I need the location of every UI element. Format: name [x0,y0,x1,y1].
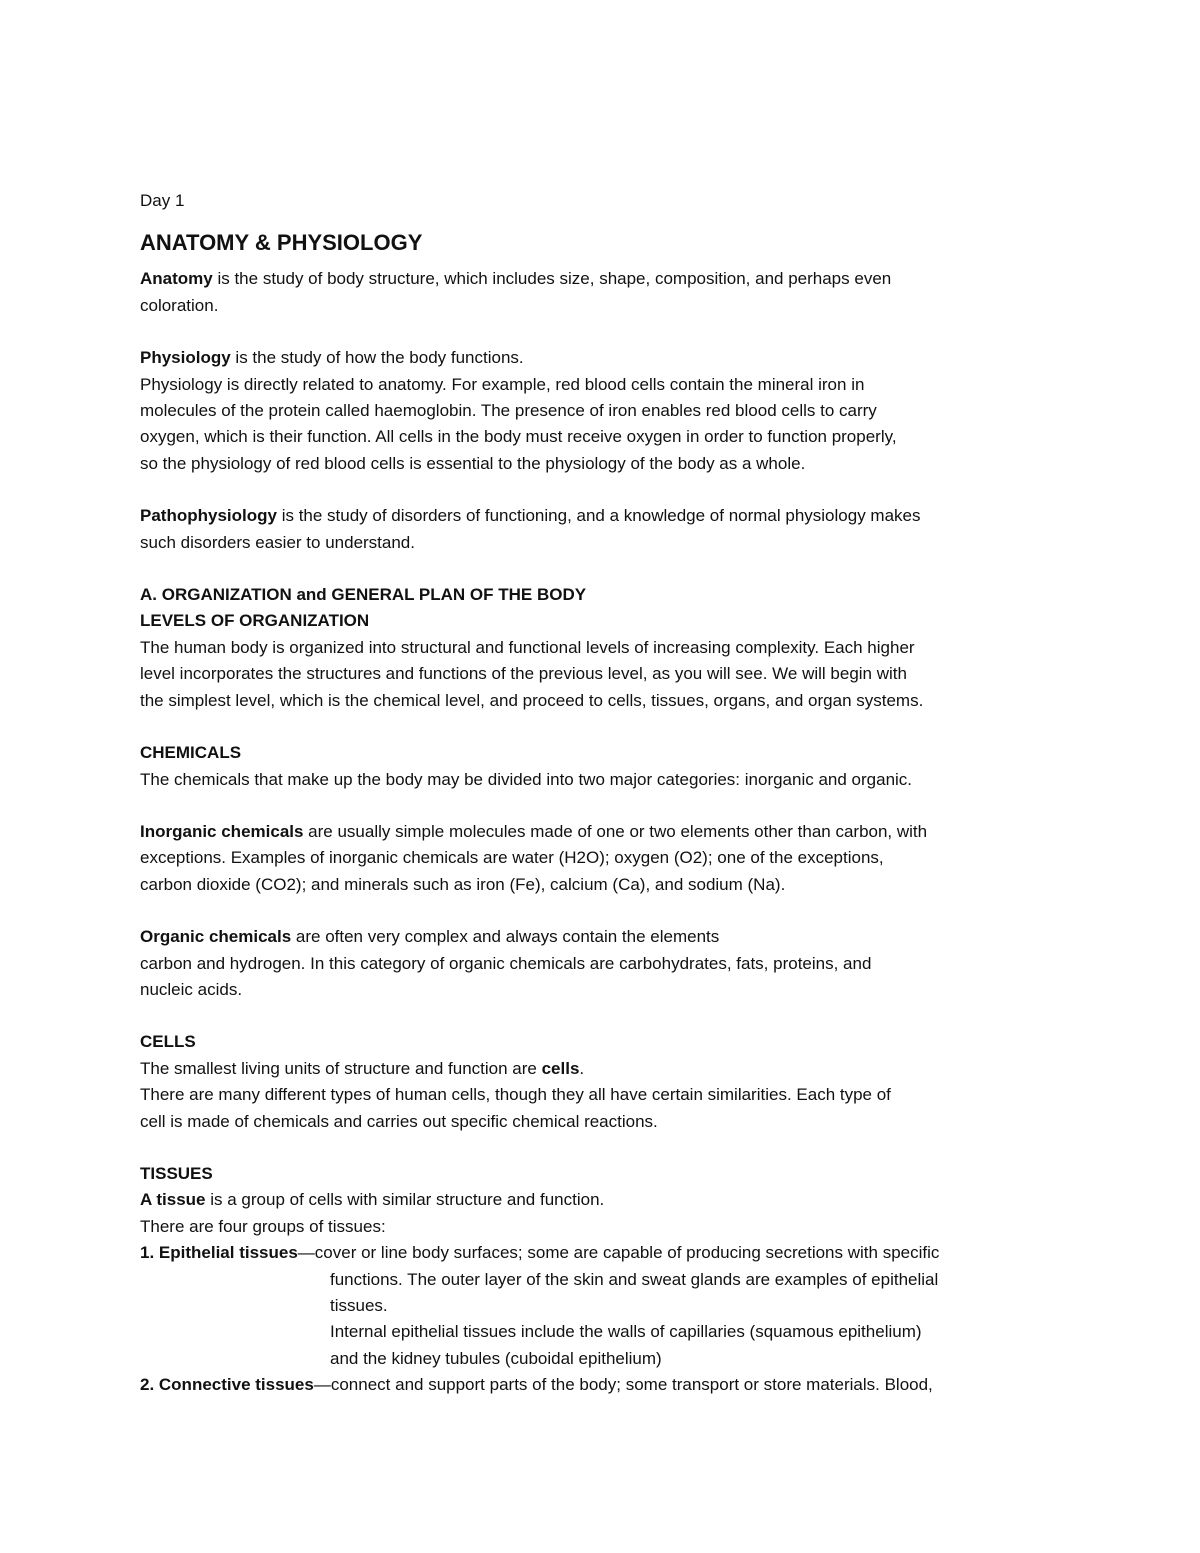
cells-definition: The smallest living units of structure and function are cells. [140,1058,585,1078]
inorganic-definition: Inorganic chemicals are usually simple molecules made of one or two elements other than carbon, with [140,821,928,841]
inorganic-paragraph-line: carbon dioxide (CO2); and minerals such as iron (Fe), calcium (Ca), and sodium (Na). [140,874,786,894]
epithelial-item-line: Internal epithelial tissues include the walls of capillaries (squamous epithelium) [330,1322,922,1342]
tissue-definition: A tissue is a group of cells with similar structure and function. [140,1190,605,1210]
document-page [140,188,1100,1399]
epithelial-item-line: tissues. [330,1296,388,1315]
epithelial-item-line: and the kidney tubules (cuboidal epithelium) [330,1348,662,1368]
pathophysiology-definition-cont: such disorders easier to understand. [140,532,415,552]
physiology-paragraph-line: molecules of the protein called haemoglobin. The presence of iron enables red blood cells to carry [140,401,877,421]
document-title: ANATOMY & PHYSIOLOGY [140,230,423,256]
organization-paragraph-line: the simplest level, which is the chemical level, and proceed to cells, tissues, organs, and organ systems. [140,690,924,710]
levels-of-organization-heading: LEVELS OF ORGANIZATION [140,611,370,631]
organization-paragraph-line: The human body is organized into structural and functional levels of increasing complexity. Each higher [140,637,915,657]
connective-term: 2. Connective tissues [140,1375,314,1395]
organic-paragraph-line: nucleic acids. [140,979,243,999]
cells-paragraph-line: There are many different types of human cells, though they all have certain similarities. Each type of [140,1085,891,1105]
pathophysiology-definition: Pathophysiology is the study of disorders of functioning, and a knowledge of normal physiology makes [140,506,921,526]
physiology-paragraph-line: Physiology is directly related to anatomy. For example, red blood cells contain the mineral iron in [140,374,865,394]
epithelial-item: 1. Epithelial tissues—cover or line body surfaces; some are capable of producing secretions with specific [140,1243,940,1263]
organization-paragraph-line: level incorporates the structures and functions of the previous level, as you will see. We will begin with [140,664,907,684]
tissue-groups-intro: There are four groups of tissues: [140,1216,386,1236]
cells-paragraph-line: cell is made of chemicals and carries out specific chemical reactions. [140,1111,658,1131]
connective-item: 2. Connective tissues—connect and support parts of the body; some transport or store materials. Blood, [140,1375,933,1395]
tissues-heading: TISSUES [140,1163,213,1183]
chemicals-heading: CHEMICALS [140,743,242,763]
section-a-heading: A. ORGANIZATION and GENERAL PLAN OF THE BODY [140,585,587,605]
inorganic-paragraph-line: exceptions. Examples of inorganic chemicals are water (H2O); oxygen (O2); one of the exceptions, [140,848,884,868]
anatomy-definition-cont: coloration. [140,295,219,315]
day-label: Day 1 [140,191,185,210]
organic-paragraph-line: carbon and hydrogen. In this category of organic chemicals are carbohydrates, fats, proteins, and [140,953,872,973]
anatomy-definition: Anatomy is the study of body structure, which includes size, shape, composition, and perhaps even [140,269,892,289]
physiology-term: Physiology [140,348,231,368]
chemicals-paragraph: The chemicals that make up the body may be divided into two major categories: inorganic and organic. [140,769,913,789]
physiology-paragraph-line: oxygen, which is their function. All cells in the body must receive oxygen in order to function properly, [140,427,897,447]
organic-term: Organic chemicals [140,927,292,947]
physiology-definition: Physiology is the study of how the body functions. [140,348,524,368]
inorganic-term: Inorganic chemicals [140,821,304,841]
cells-term: cells [541,1058,580,1078]
epithelial-item-line: functions. The outer layer of the skin and sweat glands are examples of epithelial [330,1269,939,1289]
cells-heading: CELLS [140,1032,196,1052]
organic-definition: Organic chemicals are often very complex and always contain the elements [140,927,720,947]
tissue-term: A tissue [140,1190,206,1210]
pathophysiology-term: Pathophysiology [140,506,277,526]
anatomy-term: Anatomy [140,269,213,289]
epithelial-term: 1. Epithelial tissues [140,1243,298,1263]
physiology-paragraph-line: so the physiology of red blood cells is essential to the physiology of the body as a whole. [140,453,806,473]
